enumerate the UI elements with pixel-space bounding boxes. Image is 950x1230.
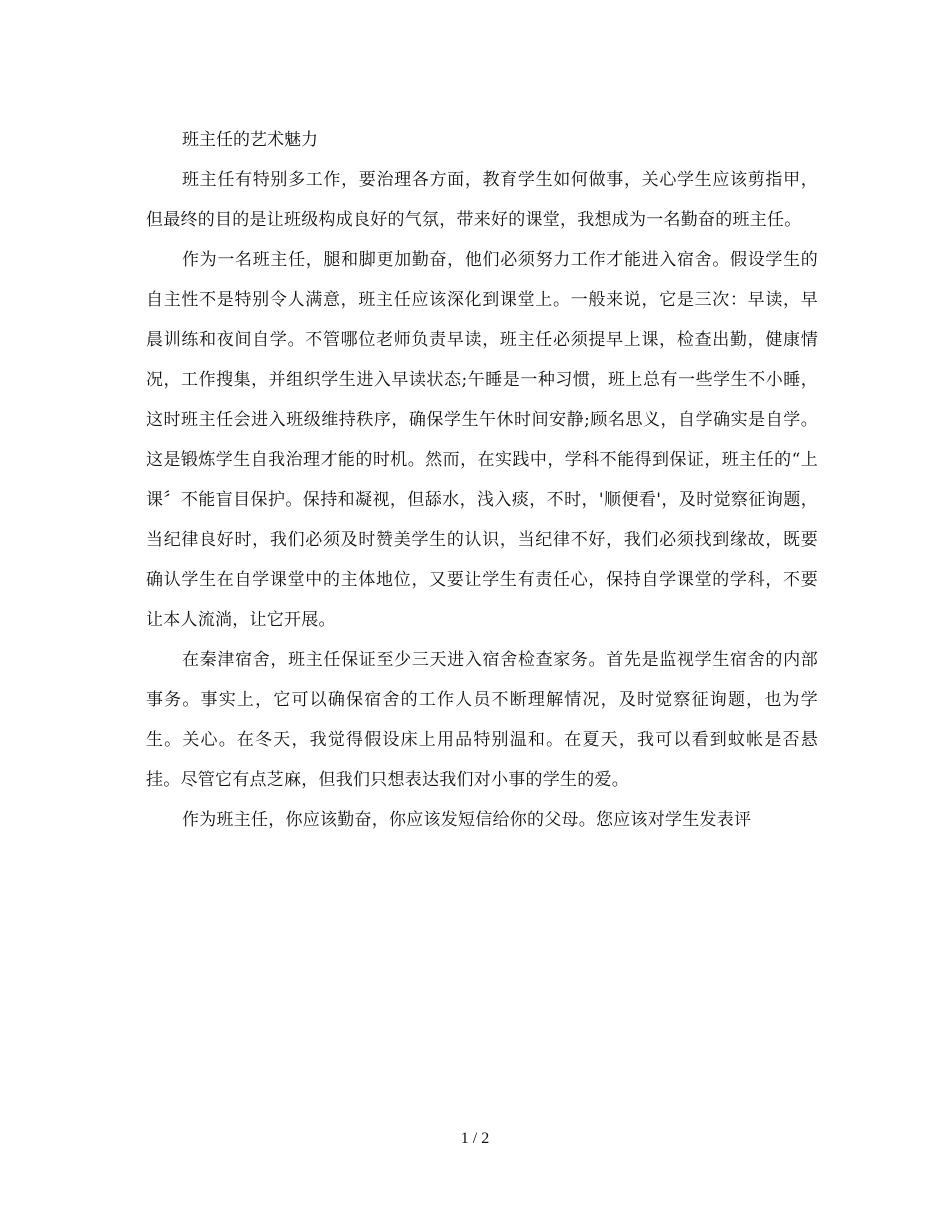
paragraph-2: 作为一名班主任，腿和脚更加勤奋，他们必须努力工作才能进入宿舍。假设学生的自主性不是特别令人满意，班主任应该深化到课堂上。一般来说，它是三次：早读，早晨训练和夜间自学。不管哪位老师负责早读，班主任必须提早上课，检查出勤，健康情况，工作搜集，并组织学生进入早读状态;午睡是一种习惯，班上总有一些学生不小睡，这时班主任会进入班级维持秩序，确保学生午休时间安静;顾名思义，自学确实是自学。这是锻炼学生自我治理才能的时机。然而，在实践中，学科不能得到保证，班主任的“上课〞不能盲目保护。保持和凝视，但舔水，浅入痰，不时，'顺便看'，及时觉察征询题，当纪律良好时，我们必须及时赞美学生的认识，当纪律不好，我们必须找到缘故，既要确认学生在自学课堂中的主体地位，又要让学生有责任心，保持自学课堂的学科，不要让本人流淌，让它开展。 xyxy=(146,250,818,630)
paragraph-3: 在秦津宿舍，班主任保证至少三天进入宿舍检查家务。首先是监视学生宿舍的内部事务。事实上，它可以确保宿舍的工作人员不断理解情况，及时觉察征询题，也为学生。关心。在冬天，我觉得假设床上用品特别温和。在夏天，我可以看到蚊帐是否悬挂。尽管它有点芝麻，但我们只想表达我们对小事的学生的爱。 xyxy=(146,650,818,790)
document-body xyxy=(146,120,818,840)
paragraph-1: 班主任有特别多工作，要治理各方面，教育学生如何做事，关心学生应该剪指甲，但最终的目的是让班级构成良好的气氛，带来好的课堂，我想成为一名勤奋的班主任。 xyxy=(146,170,818,230)
document-title: 班主任的艺术魅力 xyxy=(182,130,318,150)
paragraph-4: 作为班主任，你应该勤奋，你应该发短信给你的父母。您应该对学生发表评 xyxy=(182,810,752,830)
page-number: 1 / 2 xyxy=(460,1130,490,1147)
